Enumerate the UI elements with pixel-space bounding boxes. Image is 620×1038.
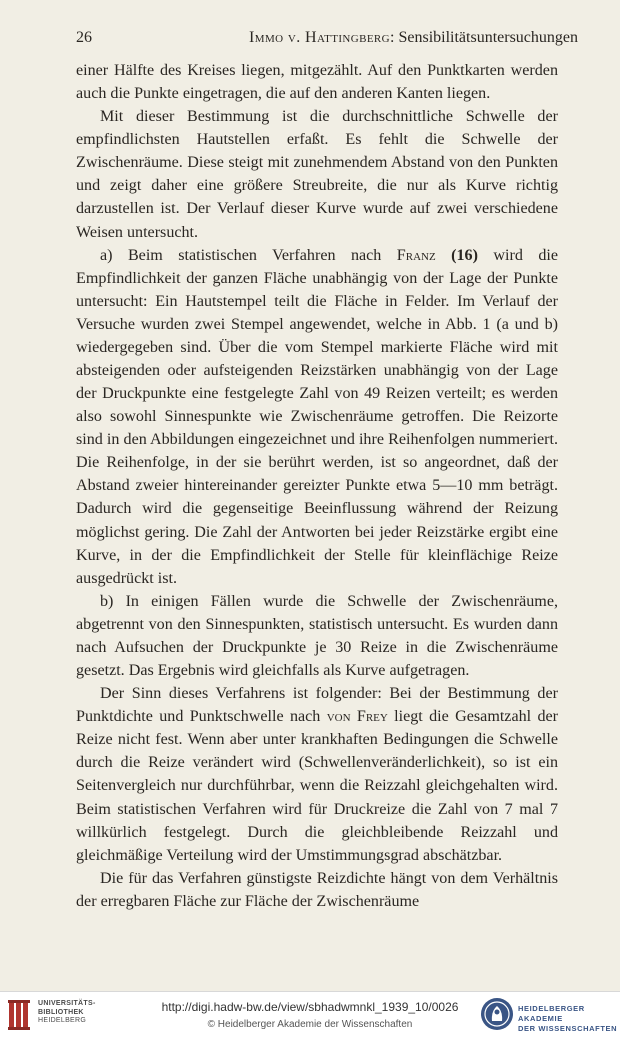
academy-logo-icon	[480, 997, 514, 1031]
academy-name-line-2: DER WISSENSCHAFTEN	[518, 1024, 618, 1033]
book-title: Sensibilitätsuntersuchungen	[398, 29, 578, 46]
paragraph-2: Mit dieser Bestimmung ist die durchschnittliche Schwelle der empfindlichsten Hautstellen erfaßt. Es fehlt die Schwelle der Zwischenräume. Diese steigt mit zunehmendem Abstand von den Punkten und zeigt daher eine größere Streubreite, die nur als Kurve richtig darzustellen ist. Der Verlauf dieser Kurve wurde auf zwei verschiedene Weisen untersucht.	[76, 108, 558, 241]
running-header	[76, 29, 578, 51]
paragraph-4: b) In einigen Fällen wurde die Schwelle der Zwischenräume, abgetrennt von den Sinnespunkten, statistisch untersucht. Es wurden dann nach Aufsuchen der Druckpunkte je 30 Reize in die Zwischenräume gesetzt. Das Ergebnis wird gleichfalls als Kurve aufgetragen.	[76, 592, 558, 680]
citation-number: (16)	[451, 246, 478, 264]
paragraph-3-start: a) Beim statistischen Verfahren nach	[100, 246, 397, 264]
paragraph-5	[76, 682, 558, 867]
copyright-notice: © Heidelberger Akademie der Wissenschaften	[207, 1019, 413, 1030]
footer-bar	[0, 991, 620, 1038]
academy-name-line-1: HEIDELBERGER AKADEMIE	[518, 1004, 585, 1023]
paragraph-3-rest: wird die Empfindlichkeit der ganzen Fläche unabhängig von der Lage der Punkte untersucht: Ein Hautstempel teilt die Fläche in Felder. Im Verlauf der Versuche wurden zwei Stempel angewendet, welche in Abb. 1 (a und b) wiedergegeben sind. Über die vom Stempel markierte Fläche wird mit absteigenden oder aufsteigenden Reizstärken unabhängig von der Lage der Druckpunkte eine festgelegte Zahl von 49 Reizen verteilt; es werden also sowohl Sinnespunkte wie Zwischenräume getroffen. Die Reizorte sind in den Abbildungen eingezeichnet und ihre Reihenfolgen nummeriert. Die Reihenfolge, in der sie berührt werden, ist so angeordnet, daß der Abstand zweier hintereinander gereizter Punkte etwa 5—10 mm beträgt. Dadurch wird die gegenseitige Beeinflussung während der Reizung möglichst gering. Die Zahl der Antworten bei jeder Reizstärke ergibt eine Kurve, in der die Empfindlichkeit der Stelle für kleinflächige Reize ausgedrückt ist.	[76, 246, 558, 587]
title-separator: :	[390, 29, 399, 46]
body-text	[76, 59, 558, 913]
paragraph-5-start: Der Sinn dieses Verfahrens ist folgender: Bei der Bestimmung der Punktdichte und Punktschwelle nach	[76, 685, 558, 726]
paragraph-5-rest: liegt die Gesamtzahl der Reize nicht fest. Wenn aber unter krankhaften Bedingungen die Schwelle durch die Reize verändert wird (Schwellenveränderlichkeit), so ist ein Seitenvergleich nur durchführbar, wenn die Reizzahl gleichgehalten wird. Beim statistischen Verfahren wird für Druckreize die Zahl von 7 mal 7 willkürlich festgelegt. Durch die gleichbleibende Reizzahl und gleichmäßige Verteilung wird der Umstimmungsgrad abschätzbar.	[76, 708, 559, 864]
paragraph-1: einer Hälfte des Kreises liegen, mitgezählt. Auf den Punktkarten werden auch die Punkte eingetragen, die auf den anderen Kanten liegen.	[76, 62, 558, 103]
library-name: UNIVERSITÄTS- BIBLIOTHEK	[38, 1000, 96, 1016]
paragraph-3	[76, 244, 558, 590]
page-number: 26	[76, 29, 92, 46]
author-reference-franz: Franz	[396, 246, 436, 264]
running-title	[249, 29, 578, 47]
author-reference-von-frey: von Frey	[326, 708, 388, 726]
academy-name	[518, 1004, 620, 1034]
paragraph-6: Die für das Verfahren günstigste Reizdichte hängt von dem Verhältnis der erregbaren Fläche zur Fläche der Zwischenräume	[76, 869, 558, 910]
author-name: Immo v. Hattingberg	[249, 29, 391, 46]
permalink-url[interactable]: http://digi.hadw-bw.de/view/sbhadwmnkl_1939_10/0026	[161, 1000, 459, 1014]
library-city: HEIDELBERG	[38, 1017, 87, 1024]
